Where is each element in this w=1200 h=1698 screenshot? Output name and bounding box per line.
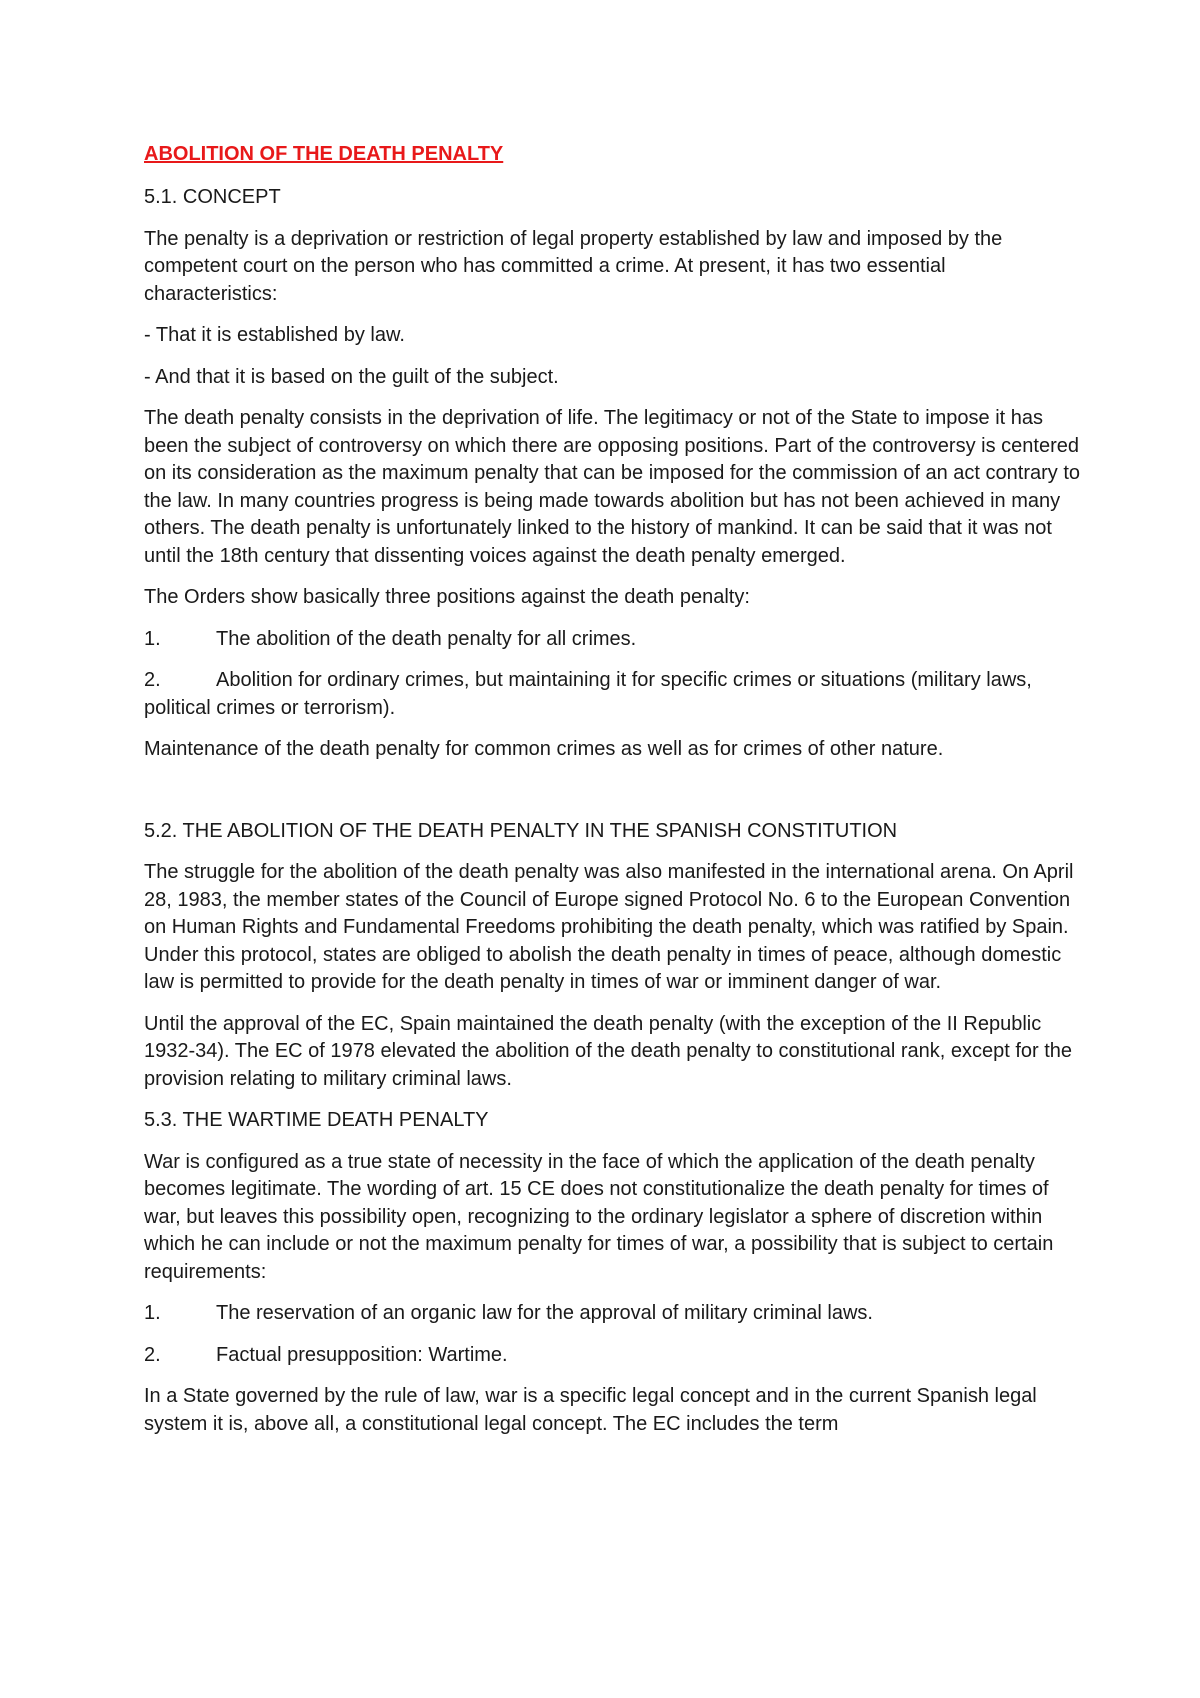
list-number: 2. (144, 669, 161, 691)
list-text: The abolition of the death penalty for all crimes. (216, 627, 637, 650)
numbered-list-item (144, 667, 1080, 722)
document-title: ABOLITION OF THE DEATH PENALTY (144, 143, 504, 165)
numbered-list-item (144, 1300, 1080, 1328)
paragraph: Until the approval of the EC, Spain maintained the death penalty (with the exception of the II Republic 1932-34). The EC of 1978 elevated the abolition of the death penalty to constitutional rank, except for the provision relating to military criminal laws. (144, 1012, 1073, 1090)
paragraph: The penalty is a deprivation or restriction of legal property established by law and imposed by the competent court on the person who has committed a crime. At present, it has two essential characteristics: (144, 227, 1003, 305)
paragraph: The Orders show basically three positions against the death penalty: (144, 586, 750, 608)
section-heading-5-2: 5.2. THE ABOLITION OF THE DEATH PENALTY IN THE SPANISH CONSTITUTION (144, 819, 898, 842)
section-heading-5-3: 5.3. THE WARTIME DEATH PENALTY (144, 1109, 489, 1131)
numbered-list-item (144, 1342, 1080, 1370)
paragraph: The death penalty consists in the deprivation of life. The legitimacy or not of the State to impose it has been the subject of controversy on which there are opposing positions. Part of the controversy is centered on its consideration as the maximum penalty that can be imposed for the commission of an act contrary to the law. In many countries progress is being made towards abolition but has not been achieved in many others. The death penalty is unfortunately linked to the history of mankind. It can be said that it was not until the 18th century that dissenting voices against the death penalty emerged. (144, 407, 1081, 567)
paragraph: The struggle for the abolition of the death penalty was also manifested in the international arena. On April 28, 1983, the member states of the Council of Europe signed Protocol No. 6 to the European Convention on Human Rights and Fundamental Freedoms prohibiting the death penalty, which was ratified by Spain. Under this protocol, states are obliged to abolish the death penalty in times of peace, although domestic law is permitted to provide for the death penalty in times of war or imminent danger of war. (144, 861, 1074, 993)
paragraph: Maintenance of the death penalty for common crimes as well as for crimes of other nature. (144, 738, 944, 760)
list-text: The reservation of an organic law for the approval of military criminal laws. (216, 1302, 873, 1324)
list-number: 1. (144, 627, 161, 650)
list-text: Abolition for ordinary crimes, but maintaining it for specific crimes or situations (military laws, political crimes or terrorism). (144, 669, 1032, 719)
list-text: Factual presupposition: Wartime. (216, 1343, 508, 1366)
paragraph: War is configured as a true state of necessity in the face of which the application of the death penalty becomes legitimate. The wording of art. 15 CE does not constitutionalize the death penalty for times of war, but leaves this possibility open, recognizing to the ordinary legislator a sphere of discretion within which he can include or not the maximum penalty for times of war, a possibility that is subject to certain requirements: (144, 1150, 1054, 1283)
bullet-item: - That it is established by law. (144, 324, 405, 346)
numbered-list-item (144, 626, 1080, 654)
list-number: 1. (144, 1302, 161, 1324)
section-heading-5-1: 5.1. CONCEPT (144, 186, 281, 208)
paragraph: In a State governed by the rule of law, war is a specific legal concept and in the current Spanish legal system it is, above all, a constitutional legal concept. The EC includes the term (144, 1385, 1037, 1435)
blank-line (144, 778, 1080, 818)
list-number: 2. (144, 1343, 161, 1366)
bullet-item: - And that it is based on the guilt of the subject. (144, 365, 559, 388)
